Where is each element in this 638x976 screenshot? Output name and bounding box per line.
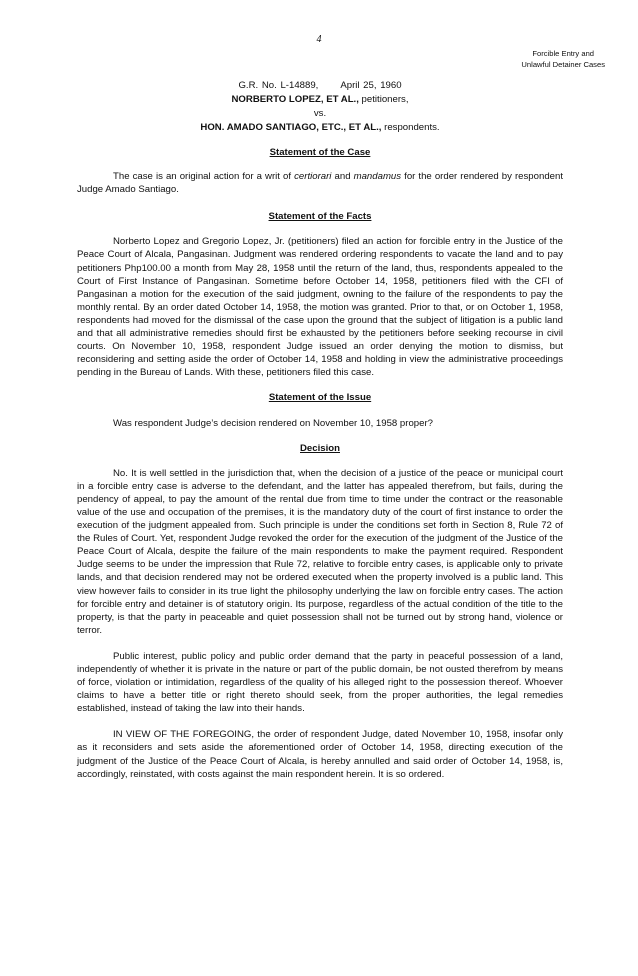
page-number: 4: [316, 34, 322, 45]
case-paragraph: [77, 170, 563, 196]
petitioner-name: NORBERTO LOPEZ, ET AL.,: [231, 94, 359, 105]
issue-paragraph: Was respondent Judge’s decision rendered on November 10, 1958 proper?: [113, 417, 433, 429]
respondent-line: [77, 121, 563, 135]
running-header-line-1: Forcible Entry and: [532, 49, 595, 58]
facts-paragraph: Norberto Lopez and Gregorio Lopez, Jr. (petitioners) filed an action for forcible entry in the Justice of the Peace Court of Alcala, Pangasinan. Judgment was rendered ordering respondents to vacate the land and to pay petitioners Php100.00 a month from May 28, 1958 until the return of the land, thus, respondents appealed to the Court of First Instance of Pangasinan. Sometime before October 14, 1958, petitioners filed with the CFI of Pangasinan a motion for the execution of the said judgment, owning to the failure of the respondents to pay the monthly rental. By an order dated October 14, 1958, the motion was granted. Prior to that, or on October 1, 1958, respondents had moved for the dismissal of the case upon the ground that the subject of litigation is a public land and that all administrative remedies should first be exhausted by the petitioners before seeking recourse in civil courts. On November 10, 1958, respondent Judge issued an order denying the motion to dismiss, but reconsidering and setting aside the order of October 14, 1958 and holding in view the administrative proceedings pending in the Bureau of Lands. With these, petitioners filed this case.: [77, 236, 563, 379]
versus: vs.: [313, 108, 327, 119]
case-number-line: [77, 79, 563, 93]
decision-paragraph-2: Public interest, public policy and public order demand that the party in peaceful possession of a land, independently of whether it is private in the nature or part of the public domain, be not ousted therefrom by means of force, violation or intimidation, regardless of the quality of his alleged right to the possession thereof. Whoever claims to have a better title or right thereto should seek, from the proper authorities, the legal remedies established, instead of taking the law into their hands.: [77, 650, 563, 715]
running-header-line-2: Unlawful Detainer Cases: [521, 60, 605, 69]
running-header: [521, 48, 605, 70]
respondent-role: respondents.: [381, 122, 440, 133]
gr-number: G.R. No. L-14889,: [238, 80, 319, 91]
case-text-mid: and: [331, 171, 354, 183]
petitioner-role: petitioners,: [358, 94, 409, 105]
respondent-name: HON. AMADO SANTIAGO, ETC., ET AL.,: [200, 122, 382, 133]
heading-decision: Decision: [300, 442, 340, 454]
petitioner-line: [77, 93, 563, 107]
decision-date: April 25, 1960: [340, 80, 402, 91]
heading-statement-of-issue: Statement of the Issue: [268, 392, 372, 404]
case-text-end: for the order rendered by respondent Judge Amado Santiago.: [77, 171, 563, 196]
term-mandamus: mandamus: [353, 171, 402, 183]
heading-statement-of-facts: Statement of the Facts: [268, 211, 372, 223]
term-certiorari: certiorari: [294, 171, 332, 183]
decision-paragraph-3: IN VIEW OF THE FOREGOING, the order of respondent Judge, dated November 10, 1958, insofar only as it reconsiders and sets aside the aforementioned order of October 14, 1958, directing execution of the judgment of the Justice of the Peace Court of Alcala, is hereby annulled and said order of October 14, 1958, is, accordingly, reinstated, with costs against the main respondent herein. It is so ordered.: [77, 729, 563, 780]
document-body: [77, 79, 563, 781]
case-caption: [77, 79, 563, 135]
case-text-start: The case is an original action for a writ of: [113, 171, 295, 183]
heading-statement-of-case: Statement of the Case: [269, 147, 371, 158]
decision-paragraph-1: No. It is well settled in the jurisdiction that, when the decision of a justice of the peace or municipal court in a forcible entry case is adverse to the defendant, and the latter has appealed therefrom, but fails, during the pendency of appeal, to pay the amount of the rental due from time to time under the contract or the reasonable value of the use and occupation of the premises, it is the mandatory duty of the court of first instance to order the execution of the judgment appealed from. Such principle is under the conditions set forth in Section 8, Rule 72 of the Rules of Court. Yet, respondent Judge revoked the order for the execution of the judgment of the Justice of the Peace Court of Alcala, despite the failure of the main respondents to make the payment required. Respondent Judge seems to be under the impression that Rule 72, relative to forcible entry cases, is applicable only to private lands, and that decision rendered may not be ordered executed when the property involved is a public land. This view however fails to consider in its true light the philosophy underlying the law on forcible entry cases. The action for forcible entry and detainer is of statutory origin. Its purpose, regardless of the actual condition of the title to the property, is that the party in peaceable and quiet possession shall not be turned out by strong hand, violence or terror.: [77, 467, 563, 636]
